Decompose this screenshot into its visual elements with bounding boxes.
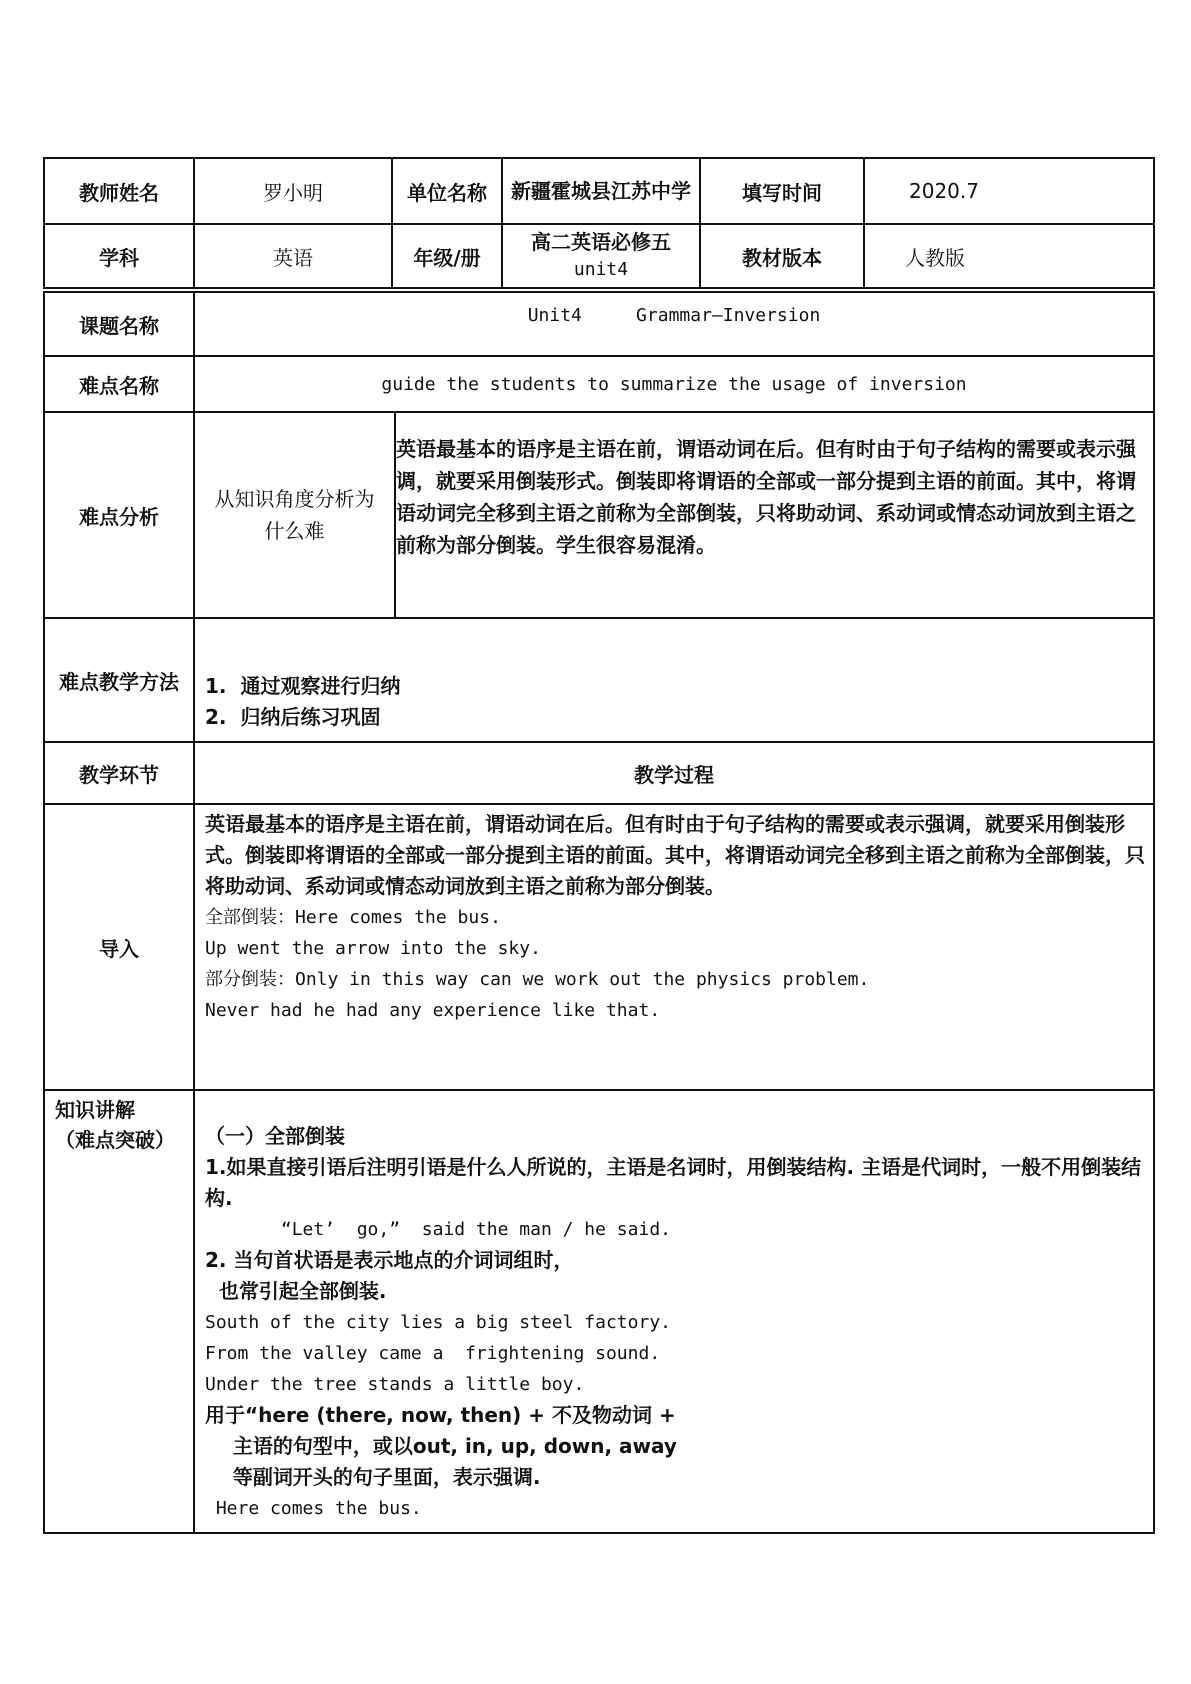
analysis-cell — [194, 412, 1154, 618]
knowledge-rule-3-line3: 等副词开头的句子里面，表示强调. — [205, 1465, 541, 1489]
knowledge-examples-2 — [205, 1307, 1145, 1400]
knowledge-examples-3 — [205, 1493, 1145, 1524]
intro-line-1: 全部倒装：Here comes the bus. — [205, 907, 501, 928]
unit-label: 单位名称 — [392, 158, 502, 224]
knowledge-label — [44, 1090, 194, 1533]
knowledge-rule-2-line1: 2. 当句首状语是表示地点的介词词组时， — [205, 1248, 574, 1272]
teacher-name: 罗小明 — [194, 158, 392, 224]
grade-label: 年级/册 — [392, 224, 502, 288]
lesson-plan-sheet — [43, 157, 1153, 1534]
analysis-label: 难点分析 — [44, 412, 194, 618]
knowledge-example-4: Under the tree stands a little boy. — [205, 1374, 585, 1395]
knowledge-rule-1: 1.如果直接引语后注明引语是什么人所说的，主语是名词时，用倒装结构. 主语是代词时，一般不用倒装结构. — [205, 1155, 1142, 1210]
knowledge-example-2: South of the city lies a big steel factory. — [205, 1312, 671, 1333]
knowledge-rule-3 — [205, 1400, 1145, 1493]
teacher-label: 教师姓名 — [44, 158, 194, 224]
subject-label: 学科 — [44, 224, 194, 288]
intro-line-4: Never had he had any experience like that. — [205, 1000, 661, 1021]
intro-label: 导入 — [44, 804, 194, 1090]
edition-label: 教材版本 — [700, 224, 864, 288]
process-stage-label: 教学环节 — [44, 742, 194, 804]
knowledge-rule-3-line2: 主语的句型中，或以out, in, up, down, away — [205, 1434, 677, 1458]
analysis-aspect: 从知识角度分析为什么难 — [195, 413, 395, 617]
intro-line-3: 部分倒装：Only in this way can we work out the physics problem. — [205, 969, 870, 990]
method-list — [194, 618, 1154, 742]
knowledge-examples — [205, 1214, 1145, 1245]
knowledge-label-line2: （难点突破） — [55, 1128, 175, 1152]
knowledge-rule-2-line2: 也常引起全部倒装. — [205, 1279, 387, 1303]
knowledge-label-line1: 知识讲解 — [55, 1098, 135, 1122]
method-label: 难点教学方法 — [44, 618, 194, 742]
fill-time-value: 2020.7 — [864, 158, 1154, 224]
method-item-1: 1. 通过观察进行归纳 — [205, 674, 401, 698]
unit-name: 新疆霍城县江苏中学 — [502, 158, 700, 224]
knowledge-content — [194, 1090, 1154, 1533]
knowledge-example-5: Here comes the bus. — [205, 1498, 422, 1519]
knowledge-heading: （一）全部倒装 — [205, 1124, 345, 1148]
knowledge-example-1: “Let’ go,” said the man / he said. — [205, 1219, 671, 1240]
grade-value-line2: unit4 — [573, 259, 629, 280]
fill-time-label: 填写时间 — [700, 158, 864, 224]
intro-paragraph: 英语最基本的语序是主语在前，谓语动词在后。但有时由于句子结构的需要或表示强调，就要采用倒装形式。倒装即将谓语的全部或一部分提到主语的前面。其中，将谓语动词完全移到主语之前称为全部倒装，只将助动词、系动词或情态动词放到主语之前称为部分倒装。 — [205, 812, 1145, 898]
info-table — [43, 157, 1155, 289]
knowledge-example-3: From the valley came a frightening sound. — [205, 1343, 661, 1364]
edition-value: 人教版 — [864, 224, 1154, 288]
topic-value: Unit4 Grammar—Inversion — [194, 292, 1154, 356]
analysis-text: 英语最基本的语序是主语在前，谓语动词在后。但有时由于句子结构的需要或表示强调，就要采用倒装形式。倒装即将谓语的全部或一部分提到主语的前面。其中，将谓语动词完全移到主语之前称为全部倒装，只将助动词、系动词或情态动词放到主语之前称为部分倒装。学生很容易混淆。 — [396, 437, 1136, 557]
intro-content — [194, 804, 1154, 1090]
intro-line-2: Up went the arrow into the sky. — [205, 938, 541, 959]
content-table — [43, 291, 1155, 1534]
grade-value — [502, 224, 700, 288]
subject-value: 英语 — [194, 224, 392, 288]
difficulty-label: 难点名称 — [44, 356, 194, 412]
process-header: 教学过程 — [194, 742, 1154, 804]
knowledge-rule-3-line1: 用于“here (there, now, then) + 不及物动词 + — [205, 1403, 676, 1427]
intro-examples — [195, 902, 1153, 1026]
analysis-inner — [195, 413, 1155, 617]
knowledge-rule-2 — [205, 1245, 1145, 1307]
topic-label: 课题名称 — [44, 292, 194, 356]
grade-value-line1: 高二英语必修五 — [531, 230, 671, 254]
method-item-2: 2. 归纳后练习巩固 — [205, 705, 381, 729]
difficulty-value: guide the students to summarize the usage of inversion — [194, 356, 1154, 412]
